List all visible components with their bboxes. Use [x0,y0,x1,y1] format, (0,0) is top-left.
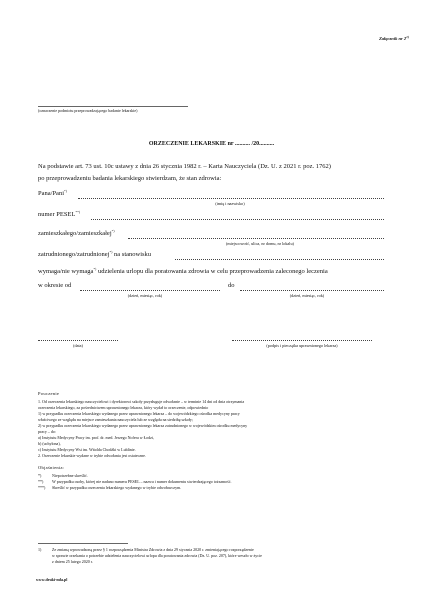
date-to-caption: (dzień, miesiąc, rok) [289,293,325,298]
employed-label: zatrudnionego/zatrudnionej*) na stanowisku [38,250,152,258]
name-field[interactable] [78,198,384,199]
attachment-label: Załącznik nr 2$^{1)}$ [379,35,409,41]
pouczenie-line: c) Instytutu Medycyny Wsi im. Witolda Chodźki w Lublinie. [38,447,136,452]
pouczenie-line: a) Instytutu Medycyny Pracy im. prof. dr. med. Jerzego Nofera w Łodzi, [38,435,154,440]
pouczenie-line: 2) w przypadku orzeczenia lekarskiego wydanego przez uprawnionego lekarza zatrudnionego w wojewódzkim ośrodku medycyny [38,423,248,428]
name-caption: (imię i nazwisko) [215,201,245,206]
signature-caption: (podpis i pieczątka uprawnionego lekarza) [266,343,338,348]
footnote-line: Ze zmianą wprowadzoną przez § 1 rozporządzenia Ministra Zdrowia z dnia 29 stycznia 2020 r. zmieniającego rozporządzenie [52,547,254,552]
pouczenie-line: właściwego ze względu na miejsce zamieszkania nauczyciela lub ze względu na siedzibę szkoły; [38,417,194,422]
requires-label: wymaga/nie wymaga*) udzielenia urlopu dla poratowania zdrowia w celu przeprowadzenia zaleconego leczenia [38,267,328,275]
objasnienia-text: Skreślić w przypadku orzeczenia lekarskiego wydanego w trybie odwoławczym. [52,485,182,490]
name-label: Pana/Pani*) [38,189,67,197]
website-link[interactable]: www.druki-mfa.pl [36,577,68,582]
pouczenie-line: b) (uchylona), [38,441,61,446]
address-caption: (miejscowość, ulica, nr domu, nr lokalu) [226,241,294,246]
position-field[interactable] [175,259,384,260]
footnote-separator [38,543,128,544]
document-title: ORZECZENIE LEKARSKIE nr .......... /20.......... [148,141,275,147]
pouczenie-heading: Pouczenie [38,391,60,396]
objasnienia-heading: Objaśnienia: [38,465,65,470]
signature-date-field[interactable] [38,340,118,341]
period-to-label: do [228,282,235,289]
address-field[interactable] [128,238,384,239]
pesel-field[interactable] [91,219,384,220]
pouczenie-line: 1. Od orzeczenia lekarskiego nauczycielowi i dyrektorowi szkoły przysługuje odwołanie – w terminie 14 dni od dnia otrzymania [38,399,245,404]
objasnienia-mark: ***) [38,485,46,490]
objasnienia-mark: *) [38,473,42,478]
signature-date-caption: (data) [73,343,83,348]
period-from-label: w okresie od [38,282,72,289]
objasnienia-mark: **) [38,479,44,484]
pouczenie-line: orzeczenia lekarskiego, za pośrednictwem uprawnionego lekarza, który wydał to orzeczenie, odpowiednio [38,405,209,410]
date-to-field[interactable] [240,290,384,291]
address-label: zamieszkałego/zamieszkałej*) [38,229,115,237]
footnote-line: w sprawie orzekania o potrzebie udzielenia nauczycielowi urlopu dla poratowania zdrowia (Dz. U. poz. 207), które weszło w życie [52,553,262,558]
intro-line-2: po przeprowadzeniu badania lekarskiego stwierdzam, że stan zdrowia: [38,175,222,182]
objasnienia-text: Niepotrzebne skreślić. [52,473,88,478]
intro-line-1: Na podstawie art. 73 ust. 10c ustawy z dnia 26 stycznia 1982 r. – Karta Nauczyciela (Dz. U. z 2021 r. poz. 1762) [38,163,331,170]
pesel-label: numer PESEL**) [38,210,81,218]
date-from-caption: (dzień, miesiąc, rok) [127,293,163,298]
signature-field[interactable] [232,340,372,341]
footnote-mark: 1) [38,547,42,552]
pouczenie-line: 2. Orzeczenie lekarskie wydane w trybie odwołania jest ostateczne. [38,453,146,458]
issuer-caption: (oznaczenie podmiotu przeprowadzającego badanie lekarskie) [38,108,138,113]
date-from-field[interactable] [80,290,220,291]
objasnienia-text: W przypadku osoby, której nie nadano numeru PESEL – nazwa i numer dokumentu stwierdzającego tożsamość. [52,479,232,484]
footnote-line: z dniem 25 lutego 2020 r. [52,559,93,564]
pouczenie-line: 1) w przypadku orzeczenia lekarskiego wydanego przez uprawnionego lekarza – do wojewódzkiego ośrodka medycyny pracy [38,411,240,416]
pouczenie-line: pracy – do: [38,429,56,434]
issuer-line [38,106,188,107]
